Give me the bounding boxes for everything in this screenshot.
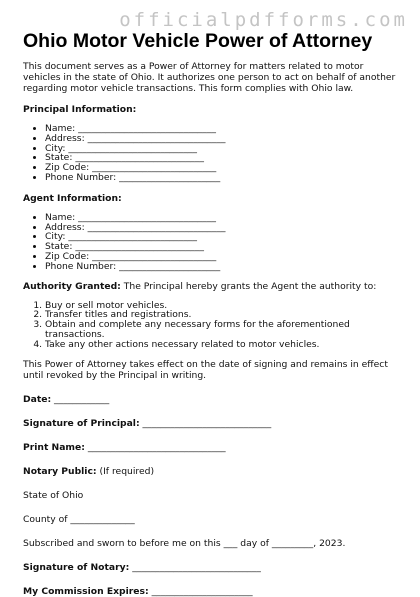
authority-item: 1. Buy or sell motor vehicles. [45,301,401,311]
principal-signature-line [23,418,401,429]
agent-field-list [23,213,401,272]
intro-paragraph: This document serves as a Power of Attorney for matters related to motor vehicles in the state of Ohio. It authorizes one person to act on behalf of another regarding motor vehicle transactions. This form complies with Ohio law. [23,61,396,94]
commission-blank: ______________________ [148,585,253,597]
authority-item: 4. Take any other actions necessary related to motor vehicles. [45,340,401,350]
effect-paragraph: This Power of Attorney takes effect on the date of signing and remains in effect until revoked by the Principal in writing. [23,358,388,381]
document-page [23,30,401,597]
document-title: Ohio Motor Vehicle Power of Attorney [23,30,373,52]
notary-label: Notary Public: [23,465,97,477]
date-blank: ____________ [51,393,110,405]
notary-line [23,466,401,477]
authority-paragraph [23,281,401,292]
watermark-text: officialpdfforms.com [119,9,408,31]
principal-state-field: • State: ____________________________ [45,153,401,163]
county-line: County of ______________ [23,513,135,525]
principal-zip-field: • Zip Code: ___________________________ [45,163,401,173]
state-line: State of Ohio [23,489,84,501]
agent-address-field: • Address: ______________________________ [45,223,401,233]
principal-city-field: • City: ____________________________ [45,144,401,154]
authority-text: The Principal hereby grants the Agent the authority to: [120,280,377,292]
agent-name-field: • Name: ______________________________ [45,213,401,223]
print-name-line [23,442,401,453]
notary-signature-blank: ____________________________ [129,561,261,573]
principal-phone-field: • Phone Number: ______________________ [45,173,401,183]
notary-note: (If required) [96,465,155,477]
principal-signature-blank: ____________________________ [139,417,272,429]
agent-city-field: • City: ____________________________ [45,232,401,242]
notary-signature-line [23,562,401,573]
principal-heading: Principal Information: [23,104,137,115]
notary-signature-label: Signature of Notary: [23,561,130,573]
sworn-statement: Subscribed and sworn to before me on this ___ day of _________, 2023. [23,537,346,549]
authority-label: Authority Granted: [23,280,121,292]
authority-item: 2. Transfer titles and registrations. [45,310,401,320]
commission-label: My Commission Expires: [23,585,149,597]
principal-address-field: • Address: ______________________________ [45,134,401,144]
agent-state-field: • State: ____________________________ [45,242,401,252]
print-name-blank: ______________________________ [84,441,226,453]
print-name-label: Print Name: [23,441,85,453]
date-label: Date: [23,393,52,405]
authority-item: 3. Obtain and complete any necessary forms for the aforementioned transactions. [45,320,401,340]
principal-signature-label: Signature of Principal: [23,417,140,429]
commission-line [23,586,401,597]
principal-field-list [23,124,401,183]
authority-list [23,301,401,350]
agent-zip-field: • Zip Code: ___________________________ [45,252,401,262]
agent-heading: Agent Information: [23,192,122,204]
date-line [23,394,401,405]
principal-name-field: • Name: ______________________________ [45,124,401,134]
agent-phone-field: • Phone Number: ______________________ [45,262,401,272]
